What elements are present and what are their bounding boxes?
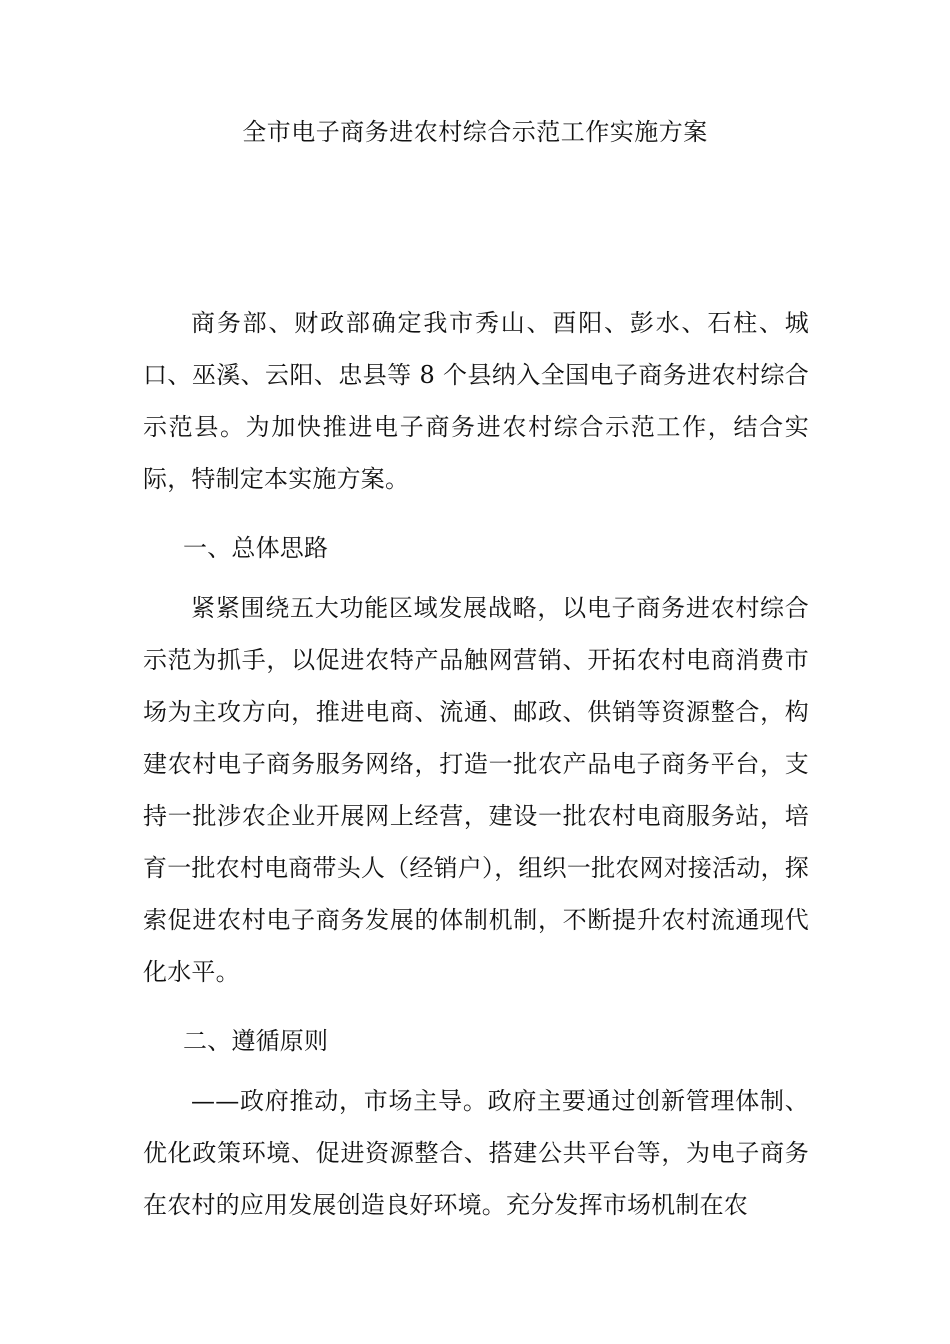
- section-heading-principles: 二、遵循原则: [183, 1027, 329, 1055]
- paragraph-overall-approach: 紧紧围绕五大功能区域发展战略，以电子商务进农村综合示范为抓手，以促进农特产品触网营销、开拓农村电商消费市场为主攻方向，推进电商、流通、邮政、供销等资源整合，构建农村电子商务服务网络，打造一批农产品电子商务平台，支持一批涉农企业开展网上经营，建设一批农村电商服务站，培育一批农村电商带头人（经销户），组织一批农网对接活动，探索促进农村电子商务发展的体制机制，不断提升农村流通现代化水平。: [143, 594, 809, 986]
- document-title: 全市电子商务进农村综合示范工作实施方案: [242, 118, 708, 146]
- paragraph-principle-1: ——政府推动，市场主导。政府主要通过创新管理体制、优化政策环境、促进资源整合、搭建公共平台等，为电子商务在农村的应用发展创造良好环境。充分发挥市场机制在农: [143, 1087, 809, 1219]
- document-body: [143, 297, 809, 1248]
- section-heading-overall-approach: 一、总体思路: [183, 534, 329, 562]
- paragraph-intro: 商务部、财政部确定我市秀山、酉阳、彭水、石柱、城口、巫溪、云阳、忠县等 8 个县纳入全国电子商务进农村综合示范县。为加快推进电子商务进农村综合示范工作，结合实际，特制定本实施方案。: [143, 309, 809, 493]
